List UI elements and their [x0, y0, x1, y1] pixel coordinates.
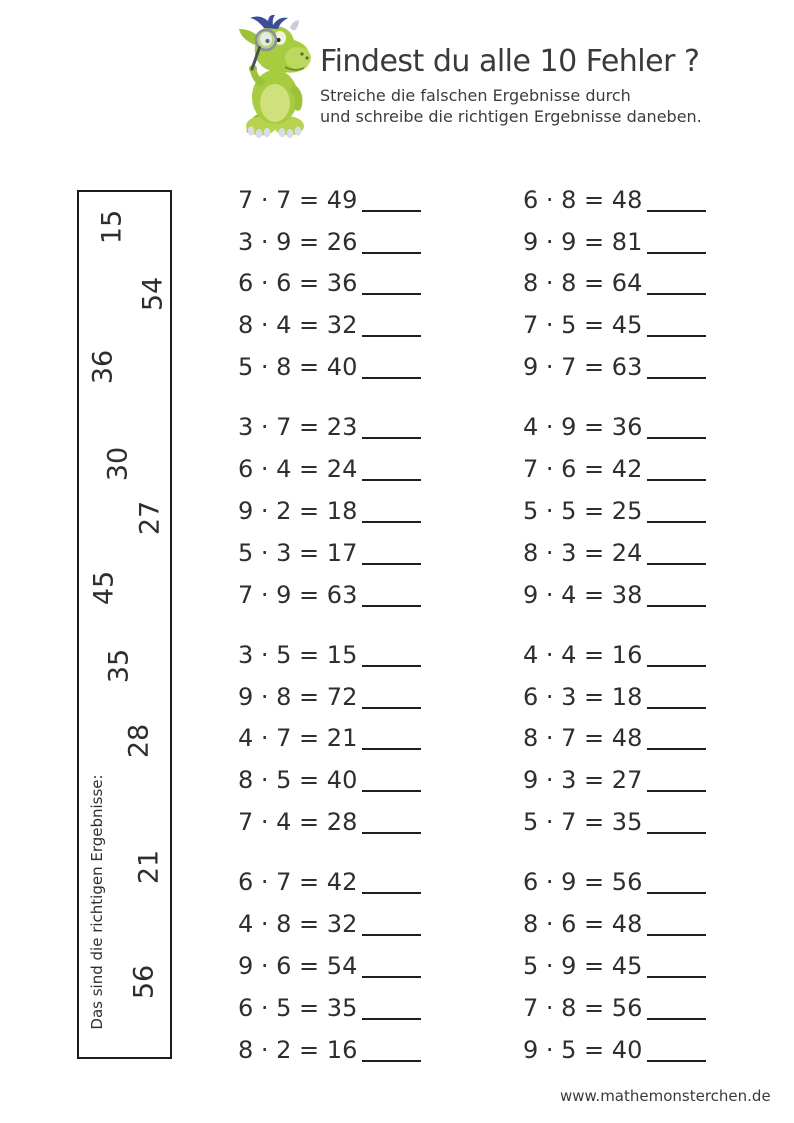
equation-text: 9 · 7 = 63 — [523, 353, 643, 382]
answer-blank-line — [647, 605, 706, 607]
equation-text: 6 · 3 = 18 — [523, 682, 643, 711]
answer-blank-line — [647, 665, 706, 667]
equation-text: 8 · 5 = 40 — [238, 766, 358, 795]
equation-row — [238, 676, 438, 718]
instructions — [320, 86, 702, 127]
equation-row — [523, 759, 723, 801]
answer-blank-line — [362, 748, 421, 750]
answer-blank-line — [362, 437, 421, 439]
equation-row — [238, 179, 438, 221]
answer-number: 28 — [123, 723, 155, 759]
equation-row — [523, 903, 723, 945]
answer-number: 15 — [96, 209, 128, 245]
equation-text: 4 · 8 = 32 — [238, 910, 358, 939]
equation-text: 4 · 4 = 16 — [523, 640, 643, 669]
answer-blank-line — [647, 1018, 706, 1020]
answer-number: 21 — [133, 849, 165, 885]
answer-blank-line — [647, 521, 706, 523]
answer-number: 56 — [128, 964, 160, 1000]
equation-row — [238, 634, 438, 676]
answer-blank-line — [362, 210, 421, 212]
equation-row — [523, 801, 723, 843]
equation-row — [523, 676, 723, 718]
answer-blank-line — [647, 748, 706, 750]
answer-blank-line — [647, 252, 706, 254]
equation-text: 5 · 8 = 40 — [238, 353, 358, 382]
equation-text: 7 · 4 = 28 — [238, 808, 358, 837]
equation-row — [523, 861, 723, 903]
equation-row — [238, 987, 438, 1029]
equation-text: 9 · 3 = 27 — [523, 766, 643, 795]
equation-text: 7 · 5 = 45 — [523, 311, 643, 340]
equation-text: 8 · 7 = 48 — [523, 724, 643, 753]
equation-row — [523, 221, 723, 263]
answer-blank-line — [362, 252, 421, 254]
equation-text: 9 · 5 = 40 — [523, 1035, 643, 1064]
equation-row — [238, 759, 438, 801]
equation-text: 9 · 9 = 81 — [523, 227, 643, 256]
equation-row — [238, 861, 438, 903]
equation-text: 6 · 5 = 35 — [238, 993, 358, 1022]
equation-group — [238, 634, 438, 843]
problems-column-left — [238, 179, 438, 1089]
answer-blank-line — [362, 479, 421, 481]
equation-text: 3 · 7 = 23 — [238, 413, 358, 442]
equation-row — [238, 448, 438, 490]
hair-tuft — [250, 15, 288, 29]
equation-row — [523, 346, 723, 388]
equation-row — [523, 574, 723, 616]
equation-row — [523, 987, 723, 1029]
equation-text: 8 · 2 = 16 — [238, 1035, 358, 1064]
answer-blank-line — [362, 1018, 421, 1020]
answer-number: 36 — [87, 349, 119, 385]
answer-number: 54 — [137, 276, 169, 312]
answer-blank-line — [647, 335, 706, 337]
answer-blank-line — [362, 934, 421, 936]
equation-row — [523, 448, 723, 490]
answer-key-box — [77, 190, 172, 1059]
equation-text: 3 · 9 = 26 — [238, 227, 358, 256]
equation-text: 8 · 4 = 32 — [238, 311, 358, 340]
equation-row — [238, 304, 438, 346]
equation-row — [523, 406, 723, 448]
answer-blank-line — [647, 563, 706, 565]
equation-text: 8 · 3 = 24 — [523, 538, 643, 567]
equation-row — [523, 532, 723, 574]
answer-number: 35 — [103, 648, 135, 684]
answer-blank-line — [647, 210, 706, 212]
equation-row — [238, 490, 438, 532]
equation-row — [238, 221, 438, 263]
instruction-line-1: Streiche die falschen Ergebnisse durch — [320, 86, 631, 105]
answer-blank-line — [362, 892, 421, 894]
equation-text: 4 · 7 = 21 — [238, 724, 358, 753]
equation-text: 6 · 4 = 24 — [238, 455, 358, 484]
answer-number: 45 — [88, 570, 120, 606]
equation-text: 8 · 6 = 48 — [523, 910, 643, 939]
equation-text: 5 · 7 = 35 — [523, 808, 643, 837]
equation-row — [523, 634, 723, 676]
equation-row — [523, 718, 723, 760]
equation-group — [523, 179, 723, 388]
equation-group — [523, 406, 723, 615]
answer-blank-line — [362, 293, 421, 295]
equation-row — [523, 945, 723, 987]
equation-group — [523, 634, 723, 843]
equation-text: 7 · 6 = 42 — [523, 455, 643, 484]
answer-blank-line — [362, 521, 421, 523]
equation-text: 6 · 7 = 42 — [238, 868, 358, 897]
answer-number: 30 — [102, 446, 134, 482]
answer-blank-line — [647, 707, 706, 709]
answer-blank-line — [362, 832, 421, 834]
equation-row — [238, 801, 438, 843]
equation-text: 7 · 8 = 56 — [523, 993, 643, 1022]
equation-row — [523, 1029, 723, 1071]
equation-text: 4 · 9 = 36 — [523, 413, 643, 442]
equation-row — [238, 263, 438, 305]
equation-row — [523, 490, 723, 532]
answer-blank-line — [647, 976, 706, 978]
equation-text: 6 · 9 = 56 — [523, 868, 643, 897]
answer-blank-line — [362, 335, 421, 337]
equation-row — [238, 718, 438, 760]
answer-blank-line — [647, 790, 706, 792]
equation-text: 9 · 4 = 38 — [523, 580, 643, 609]
answer-blank-line — [647, 479, 706, 481]
equation-text: 5 · 9 = 45 — [523, 951, 643, 980]
equation-text: 5 · 5 = 25 — [523, 496, 643, 525]
equation-row — [238, 1029, 438, 1071]
answer-blank-line — [647, 437, 706, 439]
footer-url: www.mathemonsterchen.de — [560, 1087, 771, 1105]
equation-row — [523, 179, 723, 221]
equation-text: 5 · 3 = 17 — [238, 538, 358, 567]
equation-row — [523, 304, 723, 346]
equation-group — [523, 861, 723, 1070]
monster-mascot-image — [228, 14, 322, 140]
answer-blank-line — [647, 1060, 706, 1062]
instruction-line-2: und schreibe die richtigen Ergebnisse daneben. — [320, 106, 702, 126]
equation-group — [238, 179, 438, 388]
equation-group — [238, 406, 438, 615]
equation-text: 6 · 8 = 48 — [523, 185, 643, 214]
equation-text: 7 · 7 = 49 — [238, 185, 358, 214]
answer-blank-line — [362, 707, 421, 709]
equation-row — [523, 263, 723, 305]
answer-blank-line — [647, 934, 706, 936]
answer-key-label: Das sind die richtigen Ergebnisse: — [88, 774, 106, 1030]
header — [320, 42, 702, 127]
answer-blank-line — [362, 665, 421, 667]
problems-column-right — [523, 179, 723, 1089]
answer-blank-line — [647, 377, 706, 379]
equation-group — [238, 861, 438, 1070]
answer-blank-line — [647, 293, 706, 295]
answer-blank-line — [362, 605, 421, 607]
answer-blank-line — [362, 790, 421, 792]
equation-text: 3 · 5 = 15 — [238, 640, 358, 669]
equation-row — [238, 945, 438, 987]
equation-row — [238, 903, 438, 945]
equation-row — [238, 532, 438, 574]
equation-text: 9 · 2 = 18 — [238, 496, 358, 525]
page-title: Findest du alle 10 Fehler ? — [320, 44, 700, 79]
equation-row — [238, 346, 438, 388]
monster-illustration — [228, 14, 322, 140]
answer-number: 27 — [134, 500, 166, 536]
answer-blank-line — [362, 563, 421, 565]
equation-text: 9 · 6 = 54 — [238, 951, 358, 980]
answer-blank-line — [647, 832, 706, 834]
equation-text: 6 · 6 = 36 — [238, 269, 358, 298]
answer-blank-line — [362, 377, 421, 379]
equation-text: 9 · 8 = 72 — [238, 682, 358, 711]
equation-text: 8 · 8 = 64 — [523, 269, 643, 298]
equation-text: 7 · 9 = 63 — [238, 580, 358, 609]
answer-blank-line — [362, 976, 421, 978]
answer-blank-line — [362, 1060, 421, 1062]
answer-blank-line — [647, 892, 706, 894]
equation-row — [238, 574, 438, 616]
equation-row — [238, 406, 438, 448]
